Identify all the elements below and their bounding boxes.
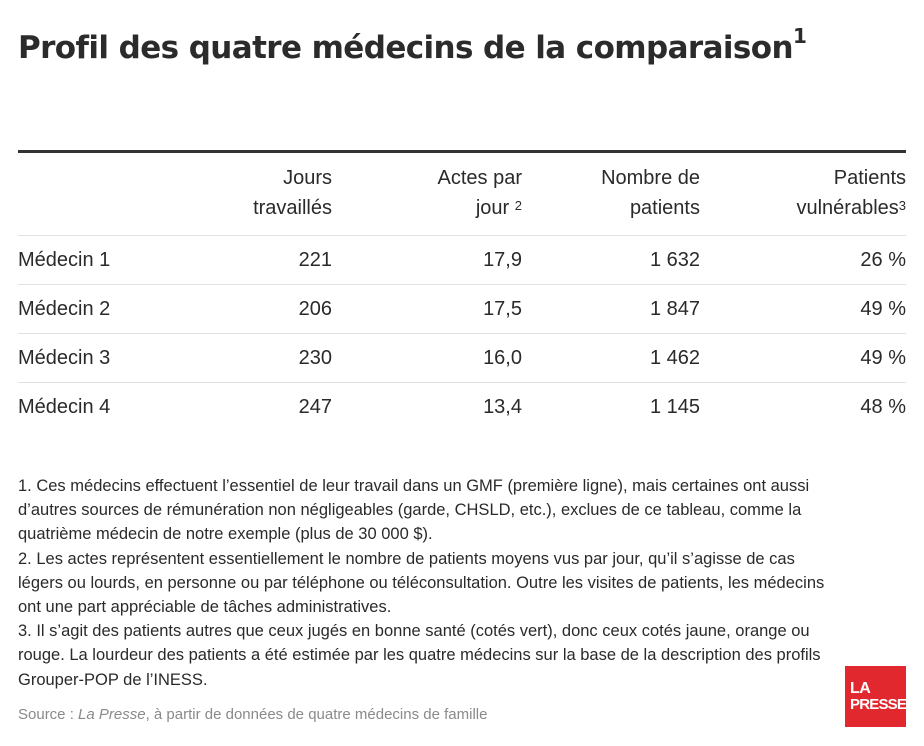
table-row <box>18 285 906 334</box>
cell-actes: 17,5 <box>332 285 522 334</box>
cell-actes: 13,4 <box>483 395 522 418</box>
la-presse-logo: LA PRESSE <box>845 666 906 727</box>
footnote-2: 2. Les actes représentent essentiellement le nombre de patients moyens vus par jour, qu’il s’agisse de cas légers ou lourds, en personne ou par téléphone ou téléconsultation. Outre les visites de patients, les médecins ont une part appréciable de tâches administratives. <box>18 549 825 617</box>
cell-patients: 1 847 <box>522 285 700 334</box>
title-footnote-marker: 1 <box>792 24 807 48</box>
cell-jours: 206 <box>218 285 332 334</box>
footnotes <box>18 474 828 692</box>
header-actes-par-jour: Actes par jour $^2$ <box>332 152 522 236</box>
footnote-marker-2: 2 <box>514 198 522 213</box>
row-label: Médecin 2 <box>18 285 218 334</box>
cell-actes: 17,9 <box>332 236 522 285</box>
source-line: Source : La Presse, à partir de données de quatre médecins de famille <box>18 706 488 723</box>
header-patients-vulnerables: Patients vulnérables$^3$ <box>700 152 906 236</box>
cell-patients: 1 145 <box>649 395 700 418</box>
cell-vulnerables: 49 % <box>700 334 906 383</box>
cell-vulnerables: 49 % <box>700 285 906 334</box>
footnote-3: 3. Il s’agit des patients autres que ceux jugés en bonne santé (cotés vert), donc ceux cotés jaune, orange ou rouge. La lourdeur des patients a été estimée par les quatre médecins sur la base de la description des profils Grouper-POP de l’INESS. <box>18 622 821 689</box>
row-label: Médecin 1 <box>18 236 218 285</box>
header-nombre-de-patients: Nombre de patients <box>522 152 700 236</box>
cell-jours: 247 <box>298 395 332 418</box>
source-publication: La Presse <box>78 706 146 723</box>
cell-patients: 1 632 <box>522 236 700 285</box>
cell-vulnerables: 48 % <box>860 395 906 418</box>
cell-patients: 1 462 <box>522 334 700 383</box>
footnote-1: 1. Ces médecins effectuent l’essentiel de leur travail dans un GMF (première ligne), mais certaines ont aussi d’autres sources de rémunération non négligeables (garde, CHSLD, etc.), exclues de ce tableau, comme la quatrième médecin de notre exemple (plus de 30 000 $). <box>18 477 810 544</box>
chart-title: Profil des quatre médecins de la comparaison$^1$ <box>18 24 807 66</box>
header-jours-travailles: Jours travaillés <box>218 152 332 236</box>
cell-actes: 16,0 <box>332 334 522 383</box>
row-label: Médecin 4 <box>18 395 111 418</box>
header-cell-empty <box>18 152 218 236</box>
cell-jours: 230 <box>218 334 332 383</box>
row-label: Médecin 3 <box>18 334 218 383</box>
table-row <box>18 334 906 383</box>
table-header-row <box>18 152 906 236</box>
cell-vulnerables: 26 % <box>700 236 906 285</box>
comparison-table <box>18 150 906 431</box>
cell-jours: 221 <box>218 236 332 285</box>
table-row <box>18 236 906 285</box>
footnote-marker-3: 3 <box>898 198 906 213</box>
table-row <box>18 383 906 432</box>
